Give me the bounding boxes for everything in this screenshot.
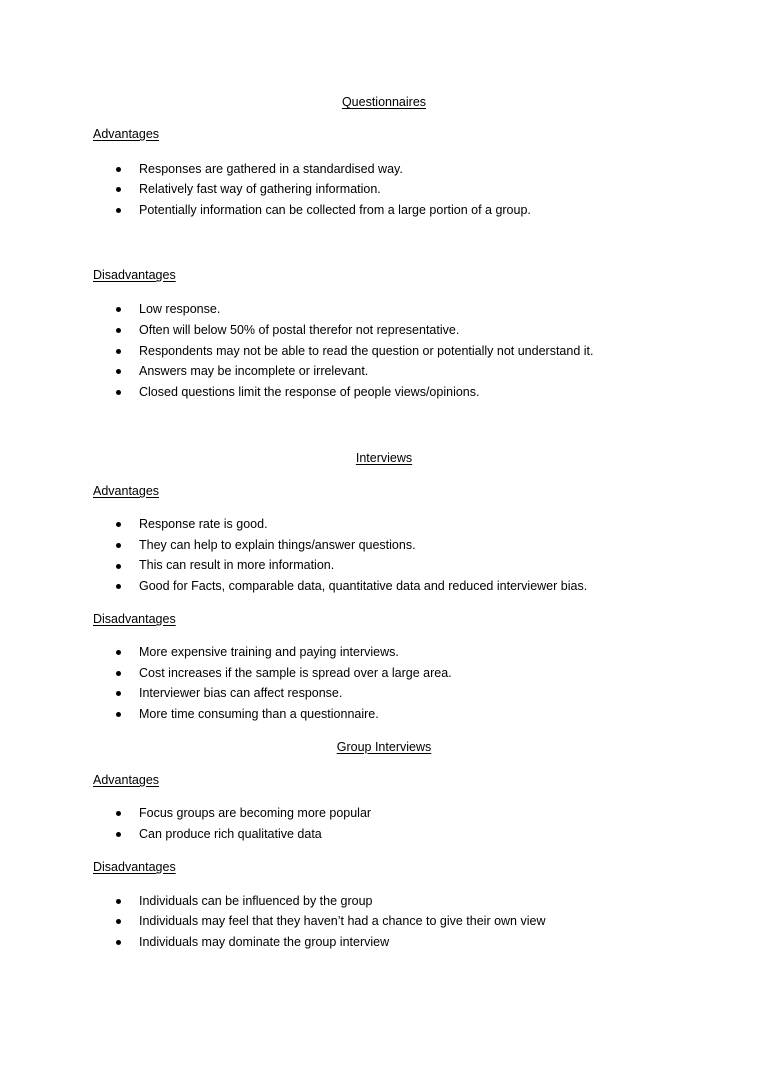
bullet-icon (116, 543, 121, 548)
list-item: More expensive training and paying interviews. (139, 645, 399, 659)
bullet-icon (116, 919, 121, 924)
bullet-icon (116, 899, 121, 904)
list-item: Focus groups are becoming more popular (139, 806, 372, 820)
list-item: They can help to explain things/answer questions. (139, 538, 416, 552)
advantages-heading: Advantages (93, 484, 160, 498)
advantages-heading: Advantages (93, 127, 160, 141)
bullet-icon (116, 564, 121, 569)
list-item: Individuals may dominate the group interview (139, 935, 390, 949)
list-item: Responses are gathered in a standardised way. (139, 162, 403, 176)
list-item: More time consuming than a questionnaire. (139, 707, 379, 721)
bullet-icon (116, 691, 121, 696)
bullet-icon (116, 671, 121, 676)
list-item: Relatively fast way of gathering information. (139, 182, 381, 196)
bullet-icon (116, 187, 121, 192)
bullet-icon (116, 650, 121, 655)
bullet-icon (116, 349, 121, 354)
list-item: Individuals can be influenced by the group (139, 894, 373, 908)
bullet-icon (116, 811, 121, 816)
list-item: Respondents may not be able to read the question or potentially not understand it. (139, 344, 594, 358)
advantages-heading: Advantages (93, 773, 160, 787)
disadvantages-heading: Disadvantages (93, 860, 176, 874)
bullet-icon (116, 369, 121, 374)
bullet-icon (116, 328, 121, 333)
disadvantages-heading: Disadvantages (93, 268, 176, 282)
bullet-icon (116, 208, 121, 213)
list-item: Often will below 50% of postal therefor not representative. (139, 323, 460, 337)
bullet-icon (116, 390, 121, 395)
bullet-icon (116, 940, 121, 945)
list-item: Good for Facts, comparable data, quantitative data and reduced interviewer bias. (139, 579, 588, 593)
list-item: Interviewer bias can affect response. (139, 686, 343, 700)
list-item: Individuals may feel that they haven’t had a chance to give their own view (139, 914, 546, 928)
section-title-group-interviews: Group Interviews (336, 740, 432, 754)
section-title-questionnaires: Questionnaires (341, 95, 427, 109)
list-item: Cost increases if the sample is spread over a large area. (139, 666, 452, 680)
list-item: Low response. (139, 302, 221, 316)
section-title-interviews: Interviews (355, 451, 413, 465)
list-item: Potentially information can be collected from a large portion of a group. (139, 203, 531, 217)
list-item: Answers may be incomplete or irrelevant. (139, 364, 369, 378)
disadvantages-heading: Disadvantages (93, 612, 176, 626)
list-item: Closed questions limit the response of people views/opinions. (139, 385, 480, 399)
bullet-icon (116, 832, 121, 837)
list-item: Response rate is good. (139, 517, 268, 531)
bullet-icon (116, 522, 121, 527)
bullet-icon (116, 307, 121, 312)
bullet-icon (116, 584, 121, 589)
list-item: This can result in more information. (139, 558, 335, 572)
bullet-icon (116, 167, 121, 172)
list-item: Can produce rich qualitative data (139, 827, 322, 841)
bullet-icon (116, 712, 121, 717)
